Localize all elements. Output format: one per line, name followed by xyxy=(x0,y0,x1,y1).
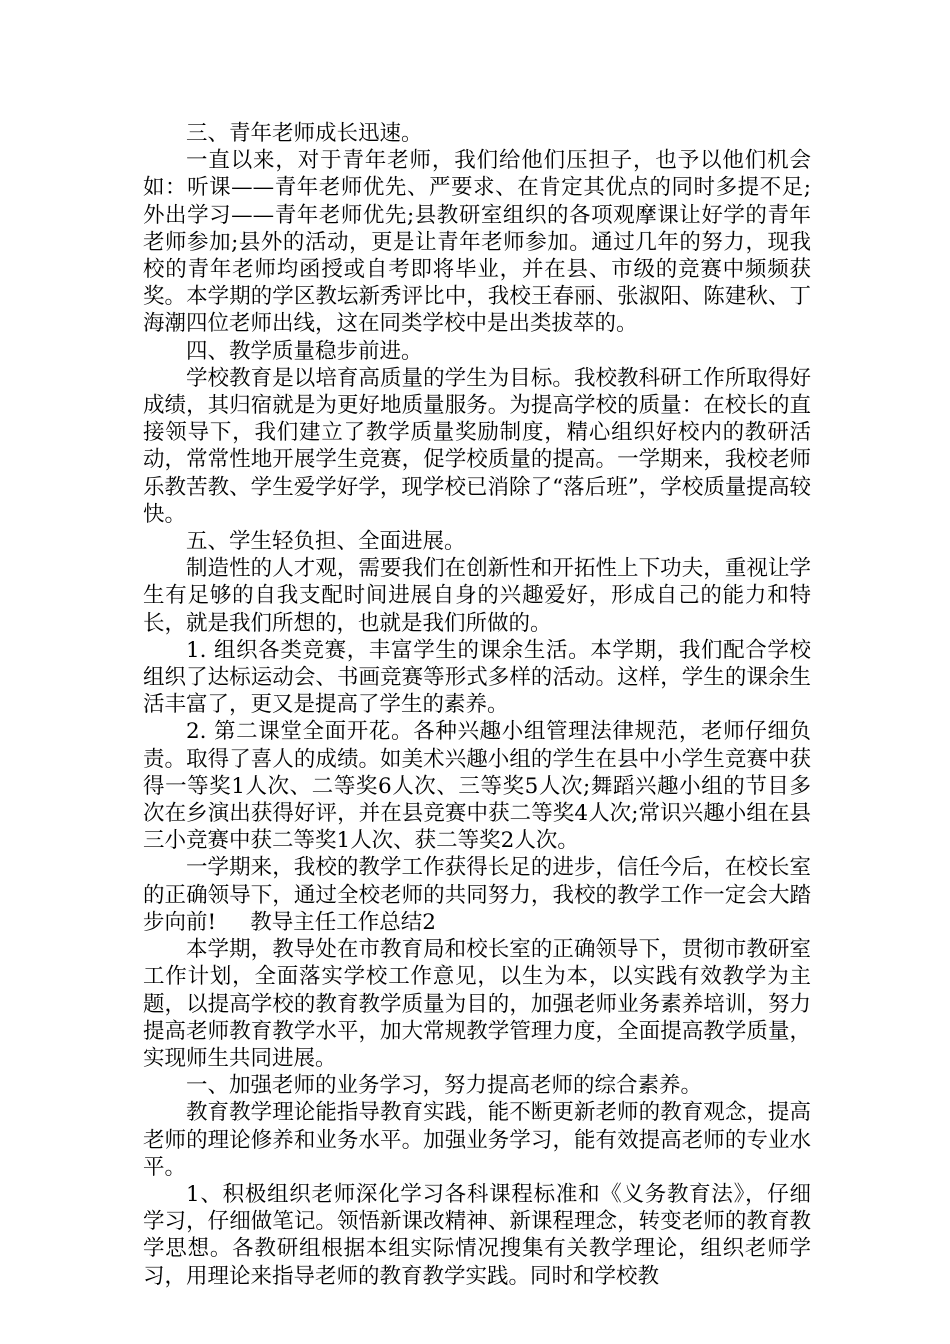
section-heading-5: 五、学生轻负担、全面进展。 xyxy=(186,529,466,555)
document-body xyxy=(143,120,811,1290)
section-heading-4: 四、教学质量稳步前进。 xyxy=(186,338,423,364)
paragraph: 一学期来，我校的教学工作获得长足的进步，信任今后，在校长室的正确领导下，通过全校老师的共同努力，我校的教学工作一定会大踏步向前! 教导主任工作总结2 xyxy=(143,855,811,935)
section-heading-1: 一、加强老师的业务学习，努力提高老师的综合素养。 xyxy=(186,1073,703,1099)
list-item-2: 2. 第二课堂全面开花。各种兴趣小组管理法律规范，老师仔细负责。取得了喜人的成绩。如美术兴趣小组的学生在县中小学生竞赛中获得一等奖1人次、二等奖6人次、三等奖5人次;舞蹈兴趣小组的节目多次在乡演出获得好评，并在县竞赛中获二等奖4人次;常识兴趣小组在县三小竞赛中获二等奖1人次、获二等奖2人次。 xyxy=(143,719,811,854)
paragraph: 本学期，教导处在市教育局和校长室的正确领导下，贯彻市教研室工作计划，全面落实学校工作意见，以生为本，以实践有效教学为主题，以提高学校的教育教学质量为目的，加强老师业务素养培训，努力提高老师教育教学水平，加大常规教学管理力度，全面提高教学质量，实现师生共同进展。 xyxy=(143,937,811,1071)
section-heading-3: 三、青年老师成长迅速。 xyxy=(186,121,423,146)
paragraph: 制造性的人才观，需要我们在创新性和开拓性上下功夫，重视让学生有足够的自我支配时间进展自身的兴趣爱好，形成自己的能力和特长，就是我们所想的，也就是我们所做的。 xyxy=(143,556,811,636)
paragraph: 教育教学理论能指导教育实践，能不断更新老师的教育观念，提高老师的理论修养和业务水平。加强业务学习，能有效提高老师的专业水平。 xyxy=(143,1100,811,1180)
paragraph: 一直以来，对于青年老师，我们给他们压担子，也予以他们机会如：听课——青年老师优先、严要求、在肯定其优点的同时多提不足;外出学习——青年老师优先;县教研室组织的各项观摩课让好学的青年老师参加;县外的活动，更是让青年老师参加。通过几年的努力，现我校的青年老师均函授或自考即将毕业，并在县、市级的竞赛中频频获奖。本学期的学区教坛新秀评比中，我校王春丽、张淑阳、陈建秋、丁海潮四位老师出线，这在同类学校中是出类拔萃的。 xyxy=(143,148,811,337)
paragraph: 学校教育是以培育高质量的学生为目标。我校教科研工作所取得好成绩，其归宿就是为更好地质量服务。为提高学校的质量：在校长的直接领导下，我们建立了教学质量奖励制度，精心组织好校内的教研活动，常常性地开展学生竞赛，促学校质量的提高。一学期来，我校老师乐教苦教、学生爱学好学，现学校已消除了“落后班”，学校质量提高较快。 xyxy=(143,365,811,527)
list-item-1: 1. 组织各类竞赛，丰富学生的课余生活。本学期，我们配合学校组织了达标运动会、书画竞赛等形式多样的活动。这样，学生的课余生活丰富了，更又是提高了学生的素养。 xyxy=(143,637,811,718)
list-item-1: 1、积极组织老师深化学习各科课程标准和《义务教育法》，仔细学习，仔细做笔记。领悟新课改精神、新课程理念，转变老师的教育教学思想。各教研组根据本组实际情况搜集有关教学理论，组织老师学习，用理论来指导老师的教育教学实践。同时和学校教 xyxy=(143,1181,811,1289)
